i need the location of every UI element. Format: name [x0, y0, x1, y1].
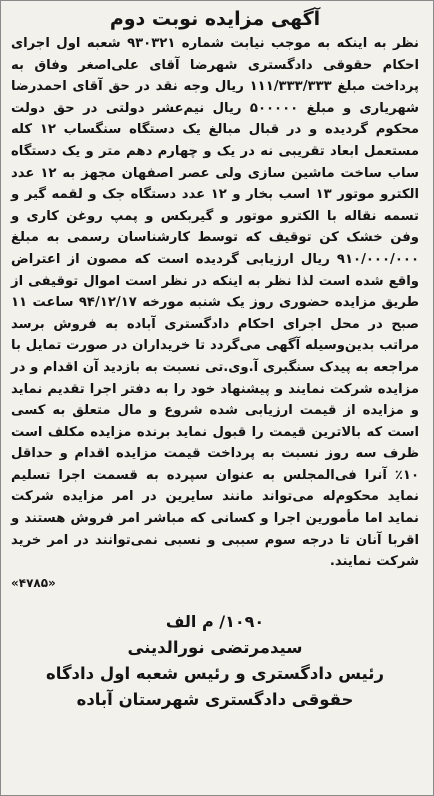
- signatory-title-line-1: رئیس دادگستری و رئیس شعبه اول دادگاه: [46, 663, 384, 683]
- notice-body: نظر به اینکه به موجب نیابت شماره ۹۳۰۳۲۱ شعبه اول اجرای احکام حقوقی دادگستری شهرضا آقای علی‌اصغر وفاق به پرداخت مبلغ ۱۱۱/۳۳۳/۳۳۳ ریال وجه نقد در حق آقای احمدرضا شهریاری و مبلغ ۵۰۰۰۰۰ ریال نیم‌عشر دولتی در حق دولت محکوم گردیده و در قبال مبالغ یک دستگاه سنگساب ۱۲ کله مستعمل ابعاد تقریبی نه در یک و چهارم دهم متر و یک دستگاه ساب ساخت ماشین سازی ولی عصر اصفهان مجهز به ۱۲ عدد الکترو موتور ۱۳ اسب بخار و ۱۲ عدد دستگاه جک و لقمه گیر و تسمه نقاله با الکترو موتور و گیربکس و پمپ روغن کاری و وفن خشک کن توقیف که توسط کارشناسان رسمی به مبلغ ۹۱۰/۰۰۰/۰۰۰ ریال ارزیابی گردیده است که مصون از اعتراض واقع شده است لذا نظر به اینکه در نظر است اموال توقیفی از طریق مزایده حضوری روز یک شنبه مورخه ۹۴/۱۲/۱۷ ساعت ۱۱ صبح در محل اجرای احکام دادگستری آباده به فروش برسد مراتب بدین‌وسیله آگهی می‌گردد تا خریداران در صورت تمایل با مراجعه به پیدک سنگبری آ.وی.تی نسبت به بازدید آن اقدام و در مزایده شرکت نمایند و پیشنهاد خود را به دفتر اجرا تقدیم نماید و مزایده از قیمت ارزیابی شده شروع و مال متعلق به کسی است که بالاترین قیمت را قبول نماید برنده مزایده مکلف است ظرف سه روز نسبت به پرداخت قیمت مزایده اقدام و حداقل ۱۰٪ آنرا فی‌المجلس به عنوان سپرده به قسمت اجرا تسلیم نماید محکوم‌له می‌تواند مانند سایرین در امر مزایده شرکت نماید اما مأمورین اجرا و کسانی که مباشر امر فروش هستند و اقربا آنان تا درجه سوم سببی و نسبی نمی‌توانند در امر خرید شرکت نمایند.: [11, 36, 420, 570]
- notice-title: آگهی مزایده نوبت دوم: [109, 8, 321, 30]
- signatory-name: سیدمرتضی نورالدینی: [127, 637, 303, 657]
- signatory-title-line-2: حقوقی دادگستری شهرستان آباده: [76, 689, 354, 709]
- notice-code: ۱۰۹۰/ م الف: [165, 611, 265, 631]
- reference-number: «۴۷۸۵»: [11, 575, 56, 590]
